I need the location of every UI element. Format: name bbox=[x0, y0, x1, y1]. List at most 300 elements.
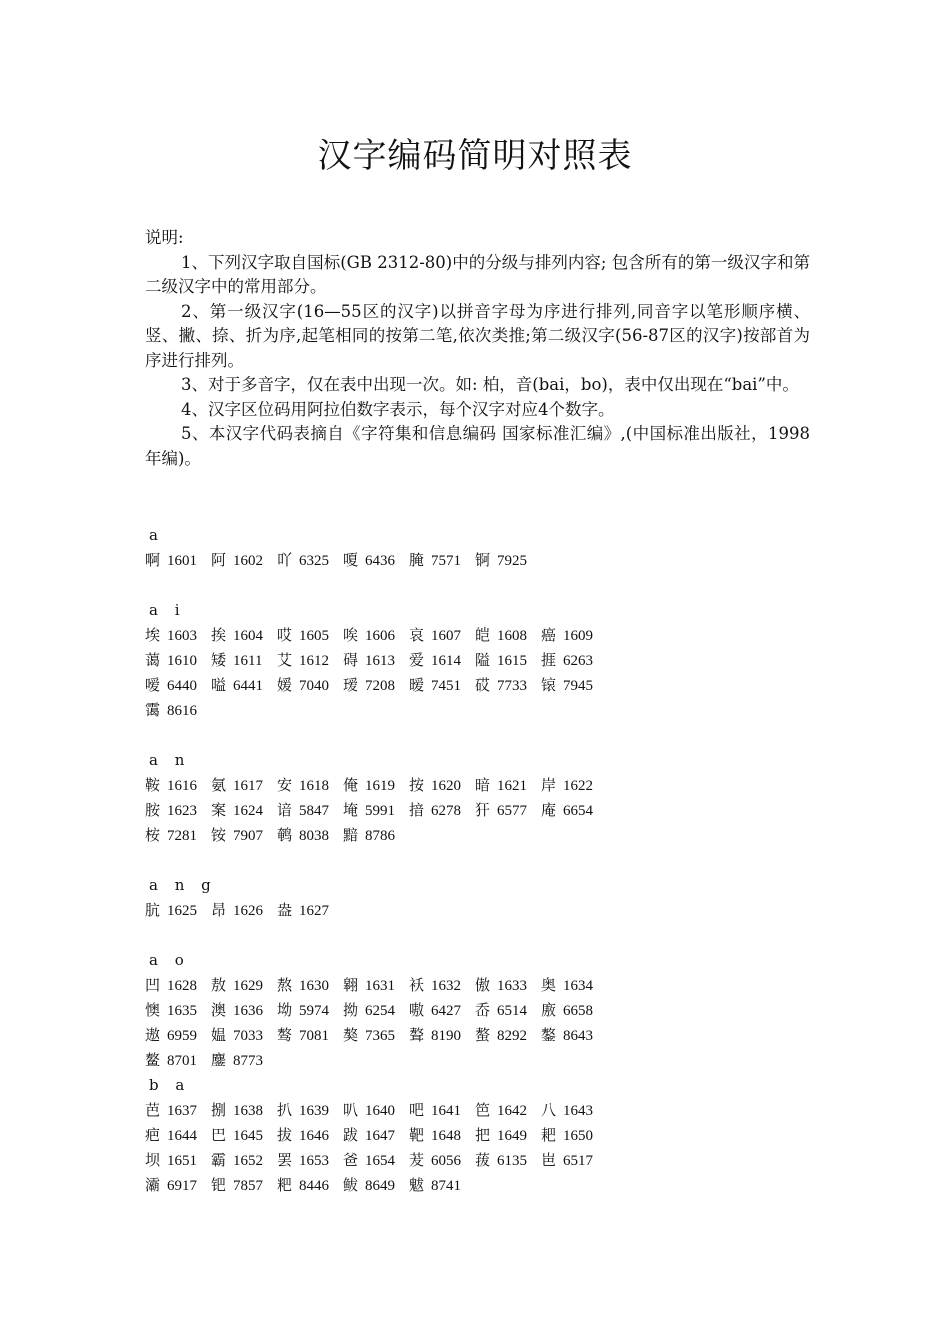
hanzi-char: 爸 bbox=[343, 1151, 359, 1169]
hanzi-char: 霭 bbox=[145, 701, 161, 719]
char-entry bbox=[475, 548, 541, 574]
quwei-code: 7451 bbox=[431, 678, 462, 694]
char-entry bbox=[409, 973, 475, 999]
char-entry bbox=[277, 973, 343, 999]
char-entry bbox=[343, 1148, 409, 1174]
hanzi-char: 骜 bbox=[277, 1026, 293, 1044]
quwei-code: 1613 bbox=[365, 653, 396, 669]
quwei-code: 1643 bbox=[563, 1103, 594, 1119]
quwei-code: 1604 bbox=[233, 628, 264, 644]
hanzi-char: 灞 bbox=[145, 1176, 161, 1194]
quwei-code: 7033 bbox=[233, 1028, 264, 1044]
char-entry bbox=[277, 898, 343, 924]
char-entry bbox=[409, 1023, 475, 1049]
char-entry bbox=[475, 1123, 541, 1149]
quwei-code: 5974 bbox=[299, 1003, 330, 1019]
char-entry bbox=[145, 548, 211, 574]
hanzi-char: 吖 bbox=[277, 551, 293, 569]
char-entry bbox=[541, 973, 607, 999]
quwei-code: 1619 bbox=[365, 778, 396, 794]
notes-block bbox=[145, 226, 810, 471]
char-entry bbox=[277, 1148, 343, 1174]
hanzi-char: 俺 bbox=[343, 776, 359, 794]
char-entry bbox=[145, 973, 211, 999]
char-entry bbox=[541, 623, 607, 649]
char-entry bbox=[145, 898, 211, 924]
char-entry bbox=[343, 1123, 409, 1149]
hanzi-char: 凹 bbox=[145, 976, 161, 994]
quwei-code: 8773 bbox=[233, 1053, 264, 1069]
hanzi-char: 黯 bbox=[343, 826, 359, 844]
hanzi-char: 鹌 bbox=[277, 826, 293, 844]
hanzi-char: 皑 bbox=[475, 626, 491, 644]
quwei-code: 1611 bbox=[233, 653, 263, 669]
quwei-code: 1654 bbox=[365, 1153, 396, 1169]
quwei-code: 7208 bbox=[365, 678, 396, 694]
quwei-code: 6263 bbox=[563, 653, 594, 669]
char-entry bbox=[211, 773, 277, 799]
hanzi-char: 聱 bbox=[409, 1026, 425, 1044]
char-entry bbox=[343, 1023, 409, 1049]
char-entry bbox=[145, 648, 211, 674]
code-row bbox=[145, 773, 810, 798]
hanzi-char: 安 bbox=[277, 776, 293, 794]
hanzi-char: 暧 bbox=[409, 676, 425, 694]
hanzi-char: 岸 bbox=[541, 776, 557, 794]
hanzi-char: 碍 bbox=[343, 651, 359, 669]
quwei-code: 1616 bbox=[167, 778, 198, 794]
char-entry bbox=[343, 998, 409, 1024]
hanzi-char: 蔼 bbox=[145, 651, 161, 669]
hanzi-char: 隘 bbox=[475, 651, 491, 669]
quwei-code: 6577 bbox=[497, 803, 528, 819]
char-entry bbox=[211, 1098, 277, 1124]
hanzi-char: 挨 bbox=[211, 626, 227, 644]
note-item: 2、第一级汉字(16—55区的汉字)以拼音字母为序进行排列,同音字以笔形顺序横、竖、撇、捺、折为序,起笔相同的按第二笔,依次类推;第二级汉字(56-87区的汉字)按部首为序进行排列。 bbox=[145, 301, 810, 370]
quwei-code: 6441 bbox=[233, 678, 264, 694]
quwei-code: 1623 bbox=[167, 803, 198, 819]
quwei-code: 1645 bbox=[233, 1128, 264, 1144]
char-entry bbox=[475, 998, 541, 1024]
char-entry bbox=[475, 773, 541, 799]
pinyin-section bbox=[145, 948, 810, 1073]
char-entry bbox=[343, 1173, 409, 1199]
hanzi-char: 嗄 bbox=[343, 551, 359, 569]
char-entry bbox=[277, 798, 343, 824]
quwei-code: 5991 bbox=[365, 803, 396, 819]
char-entry bbox=[211, 898, 277, 924]
hanzi-char: 跋 bbox=[343, 1126, 359, 1144]
quwei-code: 7925 bbox=[497, 553, 528, 569]
hanzi-char: 嗌 bbox=[211, 676, 227, 694]
quwei-code: 1640 bbox=[365, 1103, 396, 1119]
hanzi-char: 熬 bbox=[277, 976, 293, 994]
char-entry bbox=[343, 548, 409, 574]
hanzi-char: 哀 bbox=[409, 626, 425, 644]
hanzi-char: 奥 bbox=[541, 976, 557, 994]
char-entry bbox=[409, 1173, 475, 1199]
quwei-code: 1609 bbox=[563, 628, 594, 644]
char-entry bbox=[211, 548, 277, 574]
hanzi-char: 鲅 bbox=[343, 1176, 359, 1194]
char-entry bbox=[145, 798, 211, 824]
quwei-code: 7365 bbox=[365, 1028, 396, 1044]
code-row bbox=[145, 898, 810, 923]
quwei-code: 1644 bbox=[167, 1128, 198, 1144]
hanzi-char: 袄 bbox=[409, 976, 425, 994]
hanzi-char: 霸 bbox=[211, 1151, 227, 1169]
pinyin-section bbox=[145, 873, 810, 923]
hanzi-char: 媛 bbox=[277, 676, 293, 694]
code-row bbox=[145, 1173, 810, 1198]
char-entry bbox=[541, 673, 607, 699]
char-entry bbox=[541, 1023, 607, 1049]
quwei-code: 6427 bbox=[431, 1003, 462, 1019]
quwei-code: 1650 bbox=[563, 1128, 594, 1144]
hanzi-char: 叭 bbox=[343, 1101, 359, 1119]
quwei-code: 7945 bbox=[563, 678, 594, 694]
hanzi-char: 粑 bbox=[277, 1176, 293, 1194]
hanzi-char: 螯 bbox=[475, 1026, 491, 1044]
code-row bbox=[145, 798, 810, 823]
hanzi-char: 艾 bbox=[277, 651, 293, 669]
hanzi-char: 谙 bbox=[277, 801, 293, 819]
hanzi-char: 砹 bbox=[475, 676, 491, 694]
char-entry bbox=[343, 673, 409, 699]
quwei-code: 1632 bbox=[431, 978, 462, 994]
hanzi-char: 鏖 bbox=[211, 1051, 227, 1069]
char-entry bbox=[343, 773, 409, 799]
quwei-code: 1607 bbox=[431, 628, 462, 644]
char-entry bbox=[475, 798, 541, 824]
pinyin-section bbox=[145, 748, 810, 848]
quwei-code: 1647 bbox=[365, 1128, 396, 1144]
hanzi-char: 揞 bbox=[409, 801, 425, 819]
hanzi-char: 嗳 bbox=[145, 676, 161, 694]
quwei-code: 8446 bbox=[299, 1178, 330, 1194]
char-entry bbox=[343, 823, 409, 849]
quwei-code: 1631 bbox=[365, 978, 396, 994]
hanzi-char: 癌 bbox=[541, 626, 557, 644]
quwei-code: 1617 bbox=[233, 778, 264, 794]
hanzi-char: 嗷 bbox=[409, 1001, 425, 1019]
hanzi-char: 鳌 bbox=[145, 1051, 161, 1069]
hanzi-char: 桉 bbox=[145, 826, 161, 844]
quwei-code: 6440 bbox=[167, 678, 198, 694]
hanzi-char: 岙 bbox=[475, 1001, 491, 1019]
hanzi-char: 爱 bbox=[409, 651, 425, 669]
hanzi-char: 铵 bbox=[211, 826, 227, 844]
hanzi-char: 笆 bbox=[475, 1101, 491, 1119]
hanzi-char: 暗 bbox=[475, 776, 491, 794]
char-entry bbox=[541, 1098, 607, 1124]
char-entry bbox=[145, 1023, 211, 1049]
char-entry bbox=[211, 1123, 277, 1149]
char-entry bbox=[211, 998, 277, 1024]
quwei-code: 1621 bbox=[497, 778, 528, 794]
char-entry bbox=[409, 623, 475, 649]
char-entry bbox=[409, 548, 475, 574]
char-entry bbox=[343, 973, 409, 999]
hanzi-char: 靶 bbox=[409, 1126, 425, 1144]
hanzi-char: 犴 bbox=[475, 801, 491, 819]
char-entry bbox=[541, 773, 607, 799]
hanzi-char: 坳 bbox=[277, 1001, 293, 1019]
hanzi-char: 魃 bbox=[409, 1176, 425, 1194]
code-row bbox=[145, 1048, 810, 1073]
char-entry bbox=[409, 798, 475, 824]
quwei-code: 1630 bbox=[299, 978, 330, 994]
hanzi-char: 啊 bbox=[145, 551, 161, 569]
quwei-code: 1634 bbox=[563, 978, 594, 994]
char-entry bbox=[211, 1048, 277, 1074]
quwei-code: 1629 bbox=[233, 978, 264, 994]
char-entry bbox=[409, 998, 475, 1024]
pinyin-section bbox=[145, 523, 810, 573]
quwei-code: 6917 bbox=[167, 1178, 198, 1194]
hanzi-char: 唉 bbox=[343, 626, 359, 644]
hanzi-char: 钯 bbox=[211, 1176, 227, 1194]
hanzi-char: 澳 bbox=[211, 1001, 227, 1019]
hanzi-char: 遨 bbox=[145, 1026, 161, 1044]
quwei-code: 8701 bbox=[167, 1053, 198, 1069]
char-entry bbox=[277, 1173, 343, 1199]
hanzi-char: 芭 bbox=[145, 1101, 161, 1119]
hanzi-char: 鏊 bbox=[541, 1026, 557, 1044]
char-entry bbox=[277, 1098, 343, 1124]
hanzi-char: 拔 bbox=[277, 1126, 293, 1144]
char-entry bbox=[145, 1048, 211, 1074]
quwei-code: 1653 bbox=[299, 1153, 330, 1169]
char-entry bbox=[541, 798, 607, 824]
quwei-code: 7040 bbox=[299, 678, 330, 694]
char-entry bbox=[145, 823, 211, 849]
quwei-code: 7907 bbox=[233, 828, 264, 844]
hanzi-char: 茇 bbox=[409, 1151, 425, 1169]
char-entry bbox=[343, 623, 409, 649]
hanzi-char: 岜 bbox=[541, 1151, 557, 1169]
hanzi-char: 罢 bbox=[277, 1151, 293, 1169]
code-row bbox=[145, 623, 810, 648]
quwei-code: 7571 bbox=[431, 553, 462, 569]
pinyin-section bbox=[145, 1073, 810, 1198]
quwei-code: 6658 bbox=[563, 1003, 594, 1019]
char-entry bbox=[145, 1148, 211, 1174]
quwei-code: 1641 bbox=[431, 1103, 462, 1119]
pinyin-heading: a bbox=[149, 526, 164, 544]
code-row bbox=[145, 648, 810, 673]
note-item: 1、下列汉字取自国标(GB 2312-80)中的分级与排列内容; 包含所有的第一级汉字和第二级汉字中的常用部分。 bbox=[145, 252, 810, 296]
hanzi-char: 吧 bbox=[409, 1101, 425, 1119]
hanzi-char: 巴 bbox=[211, 1126, 227, 1144]
hanzi-char: 氨 bbox=[211, 776, 227, 794]
quwei-code: 6254 bbox=[365, 1003, 396, 1019]
char-entry bbox=[409, 773, 475, 799]
char-entry bbox=[211, 798, 277, 824]
quwei-code: 6325 bbox=[299, 553, 330, 569]
char-entry bbox=[409, 1148, 475, 1174]
char-entry bbox=[277, 548, 343, 574]
pinyin-heading: a n bbox=[149, 751, 191, 769]
hanzi-char: 傲 bbox=[475, 976, 491, 994]
char-entry bbox=[145, 1123, 211, 1149]
hanzi-char: 拗 bbox=[343, 1001, 359, 1019]
quwei-code: 6959 bbox=[167, 1028, 198, 1044]
quwei-code: 1651 bbox=[167, 1153, 198, 1169]
quwei-code: 6056 bbox=[431, 1153, 462, 1169]
char-entry bbox=[211, 623, 277, 649]
char-entry bbox=[475, 1148, 541, 1174]
hanzi-char: 疤 bbox=[145, 1126, 161, 1144]
char-entry bbox=[409, 1098, 475, 1124]
quwei-code: 1601 bbox=[167, 553, 198, 569]
char-entry bbox=[277, 1023, 343, 1049]
code-row bbox=[145, 998, 810, 1023]
hanzi-char: 翱 bbox=[343, 976, 359, 994]
hanzi-char: 锿 bbox=[541, 676, 557, 694]
quwei-code: 1612 bbox=[299, 653, 330, 669]
hanzi-char: 庵 bbox=[541, 801, 557, 819]
hanzi-char: 把 bbox=[475, 1126, 491, 1144]
note-item: 4、汉字区位码用阿拉伯数字表示，每个汉字对应4个数字。 bbox=[181, 399, 615, 419]
hanzi-char: 捌 bbox=[211, 1101, 227, 1119]
document-title: 汉字编码简明对照表 bbox=[317, 136, 633, 176]
code-row bbox=[145, 1123, 810, 1148]
quwei-code: 1638 bbox=[233, 1103, 264, 1119]
quwei-code: 1633 bbox=[497, 978, 528, 994]
char-entry bbox=[541, 648, 607, 674]
code-row bbox=[145, 548, 810, 573]
hanzi-char: 阿 bbox=[211, 551, 227, 569]
quwei-code: 7857 bbox=[233, 1178, 264, 1194]
quwei-code: 6514 bbox=[497, 1003, 528, 1019]
quwei-code: 1606 bbox=[365, 628, 396, 644]
quwei-code: 6517 bbox=[563, 1153, 594, 1169]
quwei-code: 1627 bbox=[299, 903, 330, 919]
hanzi-char: 胺 bbox=[145, 801, 161, 819]
quwei-code: 1639 bbox=[299, 1103, 330, 1119]
pinyin-heading: b a bbox=[149, 1076, 191, 1094]
char-entry bbox=[277, 773, 343, 799]
quwei-code: 7281 bbox=[167, 828, 198, 844]
quwei-code: 7081 bbox=[299, 1028, 330, 1044]
hanzi-char: 瑷 bbox=[343, 676, 359, 694]
quwei-code: 1646 bbox=[299, 1128, 330, 1144]
hanzi-char: 昂 bbox=[211, 901, 227, 919]
code-row bbox=[145, 1023, 810, 1048]
quwei-code: 1610 bbox=[167, 653, 198, 669]
char-entry bbox=[475, 623, 541, 649]
hanzi-char: 矮 bbox=[211, 651, 227, 669]
quwei-code: 1649 bbox=[497, 1128, 528, 1144]
note-item: 3、对于多音字，仅在表中出现一次。如: 柏，音(bai，bo)，表中仅出现在“bai”中。 bbox=[181, 375, 799, 394]
char-entry bbox=[211, 1173, 277, 1199]
char-entry bbox=[211, 1148, 277, 1174]
hanzi-char: 坝 bbox=[145, 1151, 161, 1169]
code-row bbox=[145, 823, 810, 848]
quwei-code: 1608 bbox=[497, 628, 528, 644]
hanzi-char: 哎 bbox=[277, 626, 293, 644]
pinyin-section bbox=[145, 598, 810, 723]
hanzi-char: 八 bbox=[541, 1101, 557, 1119]
quwei-code: 1605 bbox=[299, 628, 330, 644]
quwei-code: 1625 bbox=[167, 903, 198, 919]
quwei-code: 6436 bbox=[365, 553, 396, 569]
hanzi-char: 扒 bbox=[277, 1101, 293, 1119]
hanzi-char: 腌 bbox=[409, 551, 425, 569]
char-entry bbox=[145, 998, 211, 1024]
quwei-code: 8643 bbox=[563, 1028, 594, 1044]
quwei-code: 8741 bbox=[431, 1178, 462, 1194]
hanzi-char: 盎 bbox=[277, 901, 293, 919]
code-row bbox=[145, 698, 810, 723]
hanzi-char: 鞍 bbox=[145, 776, 161, 794]
code-row bbox=[145, 973, 810, 998]
hanzi-char: 锕 bbox=[475, 551, 491, 569]
hanzi-char: 耙 bbox=[541, 1126, 557, 1144]
char-entry bbox=[409, 673, 475, 699]
char-entry bbox=[211, 673, 277, 699]
quwei-code: 1602 bbox=[233, 553, 264, 569]
char-entry bbox=[277, 623, 343, 649]
char-entry bbox=[541, 998, 607, 1024]
char-entry bbox=[211, 648, 277, 674]
quwei-code: 7733 bbox=[497, 678, 528, 694]
char-entry bbox=[541, 1148, 607, 1174]
quwei-code: 1635 bbox=[167, 1003, 198, 1019]
quwei-code: 1626 bbox=[233, 903, 264, 919]
pinyin-heading: a i bbox=[149, 601, 186, 619]
quwei-code: 1615 bbox=[497, 653, 528, 669]
hanzi-char: 案 bbox=[211, 801, 227, 819]
quwei-code: 1648 bbox=[431, 1128, 462, 1144]
char-entry bbox=[409, 648, 475, 674]
char-entry bbox=[277, 648, 343, 674]
quwei-code: 8616 bbox=[167, 703, 198, 719]
quwei-code: 1642 bbox=[497, 1103, 528, 1119]
char-entry bbox=[277, 1123, 343, 1149]
char-entry bbox=[475, 648, 541, 674]
hanzi-char: 埯 bbox=[343, 801, 359, 819]
char-entry bbox=[145, 1173, 211, 1199]
quwei-code: 1614 bbox=[431, 653, 462, 669]
hanzi-char: 按 bbox=[409, 776, 425, 794]
quwei-code: 1637 bbox=[167, 1103, 198, 1119]
quwei-code: 6654 bbox=[563, 803, 594, 819]
quwei-code: 1618 bbox=[299, 778, 330, 794]
quwei-code: 8649 bbox=[365, 1178, 396, 1194]
code-row bbox=[145, 1148, 810, 1173]
char-entry bbox=[211, 823, 277, 849]
char-entry bbox=[145, 773, 211, 799]
code-table bbox=[145, 523, 810, 1223]
char-entry bbox=[475, 1098, 541, 1124]
quwei-code: 1620 bbox=[431, 778, 462, 794]
hanzi-char: 廒 bbox=[541, 1001, 557, 1019]
char-entry bbox=[277, 998, 343, 1024]
quwei-code: 1624 bbox=[233, 803, 264, 819]
pinyin-heading: a o bbox=[149, 951, 190, 969]
hanzi-char: 埃 bbox=[145, 626, 161, 644]
char-entry bbox=[277, 673, 343, 699]
char-entry bbox=[475, 673, 541, 699]
hanzi-char: 媪 bbox=[211, 1026, 227, 1044]
quwei-code: 1622 bbox=[563, 778, 594, 794]
char-entry bbox=[145, 1098, 211, 1124]
char-entry bbox=[343, 798, 409, 824]
hanzi-char: 菝 bbox=[475, 1151, 491, 1169]
quwei-code: 1603 bbox=[167, 628, 198, 644]
